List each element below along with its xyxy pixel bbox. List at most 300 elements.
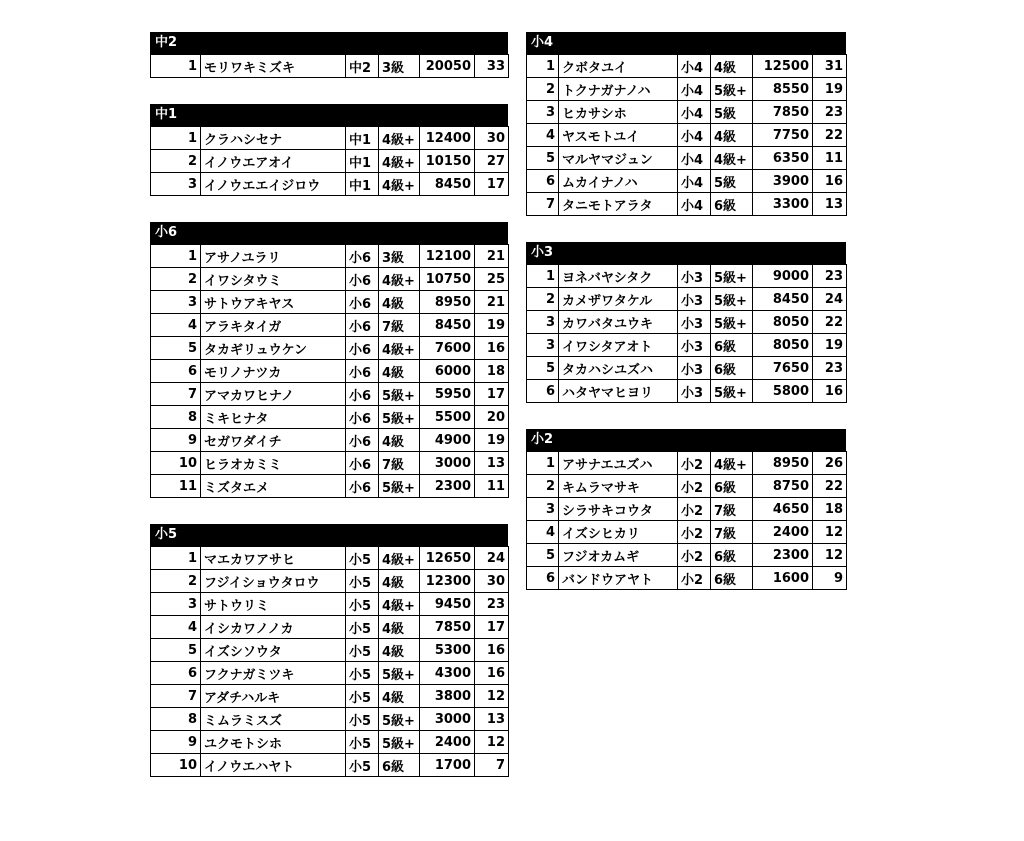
rank-cell: 3 bbox=[151, 291, 201, 314]
age-cell: 16 bbox=[475, 662, 509, 685]
grade-group bbox=[150, 32, 508, 78]
score-cell: 20050 bbox=[420, 55, 475, 78]
table-row bbox=[151, 475, 509, 498]
level-cell: 4級+ bbox=[379, 173, 420, 196]
grade-cell: 小2 bbox=[678, 567, 711, 590]
level-cell: 5級+ bbox=[379, 731, 420, 754]
group-title: 小5 bbox=[150, 524, 508, 546]
score-cell: 12300 bbox=[420, 570, 475, 593]
level-cell: 4級+ bbox=[379, 547, 420, 570]
age-cell: 11 bbox=[813, 147, 847, 170]
table-row bbox=[151, 547, 509, 570]
table-row bbox=[527, 521, 847, 544]
right-column bbox=[526, 32, 846, 590]
group-gap bbox=[526, 403, 846, 429]
level-cell: 4級+ bbox=[711, 452, 753, 475]
table-row bbox=[527, 288, 847, 311]
level-cell: 5級+ bbox=[379, 662, 420, 685]
age-cell: 30 bbox=[475, 570, 509, 593]
age-cell: 7 bbox=[475, 754, 509, 777]
grade-cell: 小6 bbox=[346, 429, 379, 452]
table-row bbox=[151, 639, 509, 662]
rank-cell: 5 bbox=[151, 337, 201, 360]
rank-cell: 2 bbox=[151, 570, 201, 593]
grade-cell: 小5 bbox=[346, 731, 379, 754]
score-cell: 12650 bbox=[420, 547, 475, 570]
level-cell: 6級 bbox=[711, 544, 753, 567]
name-cell: クボタユイ bbox=[559, 55, 678, 78]
level-cell: 4級+ bbox=[379, 127, 420, 150]
age-cell: 20 bbox=[475, 406, 509, 429]
group-gap bbox=[150, 196, 508, 222]
age-cell: 23 bbox=[813, 357, 847, 380]
name-cell: ハタヤマヒヨリ bbox=[559, 380, 678, 403]
age-cell: 18 bbox=[475, 360, 509, 383]
grade-cell: 小5 bbox=[346, 662, 379, 685]
table-row bbox=[527, 544, 847, 567]
grade-cell: 小5 bbox=[346, 616, 379, 639]
level-cell: 5級+ bbox=[711, 78, 753, 101]
grade-cell: 小3 bbox=[678, 311, 711, 334]
score-cell: 4900 bbox=[420, 429, 475, 452]
age-cell: 25 bbox=[475, 268, 509, 291]
age-cell: 23 bbox=[813, 265, 847, 288]
name-cell: イワシタアオト bbox=[559, 334, 678, 357]
rank-cell: 5 bbox=[527, 147, 559, 170]
level-cell: 3級 bbox=[379, 55, 420, 78]
name-cell: ミムラミスズ bbox=[201, 708, 346, 731]
rank-cell: 1 bbox=[527, 452, 559, 475]
table-row bbox=[151, 55, 509, 78]
age-cell: 17 bbox=[475, 616, 509, 639]
grade-cell: 小3 bbox=[678, 334, 711, 357]
rank-cell: 2 bbox=[151, 268, 201, 291]
grade-cell: 小5 bbox=[346, 708, 379, 731]
table-row bbox=[151, 429, 509, 452]
age-cell: 22 bbox=[813, 124, 847, 147]
name-cell: カメザワタケル bbox=[559, 288, 678, 311]
age-cell: 19 bbox=[813, 334, 847, 357]
grade-cell: 小5 bbox=[346, 639, 379, 662]
level-cell: 6級 bbox=[379, 754, 420, 777]
rank-cell: 1 bbox=[527, 265, 559, 288]
grade-cell: 小6 bbox=[346, 406, 379, 429]
name-cell: バンドウアヤト bbox=[559, 567, 678, 590]
table-row bbox=[151, 406, 509, 429]
grade-cell: 小6 bbox=[346, 475, 379, 498]
rank-cell: 5 bbox=[527, 357, 559, 380]
rank-cell: 3 bbox=[151, 593, 201, 616]
score-cell: 5950 bbox=[420, 383, 475, 406]
level-cell: 6級 bbox=[711, 567, 753, 590]
score-cell: 4300 bbox=[420, 662, 475, 685]
name-cell: フクナガミツキ bbox=[201, 662, 346, 685]
level-cell: 4級 bbox=[711, 55, 753, 78]
grade-group bbox=[150, 222, 508, 498]
table-row bbox=[527, 78, 847, 101]
ranking-table bbox=[526, 451, 847, 590]
grade-cell: 小4 bbox=[678, 170, 711, 193]
rank-cell: 9 bbox=[151, 429, 201, 452]
table-row bbox=[151, 593, 509, 616]
level-cell: 6級 bbox=[711, 193, 753, 216]
grade-cell: 中1 bbox=[346, 127, 379, 150]
grade-group bbox=[526, 429, 846, 590]
level-cell: 4級+ bbox=[379, 593, 420, 616]
score-cell: 8450 bbox=[420, 314, 475, 337]
name-cell: トクナガナノハ bbox=[559, 78, 678, 101]
score-cell: 3800 bbox=[420, 685, 475, 708]
rank-cell: 2 bbox=[527, 288, 559, 311]
rank-cell: 6 bbox=[151, 662, 201, 685]
name-cell: キムラマサキ bbox=[559, 475, 678, 498]
rank-cell: 8 bbox=[151, 708, 201, 731]
level-cell: 4級 bbox=[379, 429, 420, 452]
table-row bbox=[151, 754, 509, 777]
age-cell: 12 bbox=[813, 544, 847, 567]
grade-cell: 小6 bbox=[346, 268, 379, 291]
table-row bbox=[151, 360, 509, 383]
rank-cell: 3 bbox=[527, 498, 559, 521]
table-row bbox=[527, 101, 847, 124]
name-cell: ミズタエメ bbox=[201, 475, 346, 498]
score-cell: 2400 bbox=[420, 731, 475, 754]
grade-cell: 小5 bbox=[346, 754, 379, 777]
table-row bbox=[527, 567, 847, 590]
group-title: 小4 bbox=[526, 32, 846, 54]
grade-cell: 中1 bbox=[346, 150, 379, 173]
table-row bbox=[151, 127, 509, 150]
name-cell: サトウリミ bbox=[201, 593, 346, 616]
rank-cell: 2 bbox=[527, 78, 559, 101]
grade-cell: 小3 bbox=[678, 288, 711, 311]
table-row bbox=[527, 311, 847, 334]
score-cell: 8950 bbox=[420, 291, 475, 314]
rank-cell: 1 bbox=[151, 55, 201, 78]
grade-cell: 小6 bbox=[346, 314, 379, 337]
table-row bbox=[151, 245, 509, 268]
rank-cell: 4 bbox=[151, 314, 201, 337]
group-gap bbox=[150, 78, 508, 104]
grade-cell: 小5 bbox=[346, 685, 379, 708]
age-cell: 30 bbox=[475, 127, 509, 150]
level-cell: 5級+ bbox=[379, 406, 420, 429]
level-cell: 4級 bbox=[379, 291, 420, 314]
level-cell: 4級+ bbox=[379, 150, 420, 173]
level-cell: 5級+ bbox=[379, 708, 420, 731]
level-cell: 4級 bbox=[379, 360, 420, 383]
table-row bbox=[151, 662, 509, 685]
table-row bbox=[527, 380, 847, 403]
table-row bbox=[527, 452, 847, 475]
age-cell: 21 bbox=[475, 245, 509, 268]
table-row bbox=[151, 291, 509, 314]
level-cell: 3級 bbox=[379, 245, 420, 268]
rank-cell: 4 bbox=[527, 521, 559, 544]
level-cell: 4級 bbox=[379, 570, 420, 593]
level-cell: 5級+ bbox=[379, 475, 420, 498]
grade-cell: 小5 bbox=[346, 593, 379, 616]
rank-cell: 10 bbox=[151, 754, 201, 777]
table-row bbox=[151, 731, 509, 754]
name-cell: タカギリュウケン bbox=[201, 337, 346, 360]
level-cell: 6級 bbox=[711, 475, 753, 498]
table-row bbox=[527, 265, 847, 288]
rank-cell: 11 bbox=[151, 475, 201, 498]
table-row bbox=[151, 708, 509, 731]
level-cell: 5級+ bbox=[711, 288, 753, 311]
grade-cell: 小6 bbox=[346, 360, 379, 383]
score-cell: 7850 bbox=[753, 101, 813, 124]
level-cell: 6級 bbox=[711, 357, 753, 380]
table-row bbox=[527, 170, 847, 193]
name-cell: クラハシセナ bbox=[201, 127, 346, 150]
age-cell: 11 bbox=[475, 475, 509, 498]
table-row bbox=[527, 334, 847, 357]
score-cell: 8450 bbox=[420, 173, 475, 196]
score-cell: 2400 bbox=[753, 521, 813, 544]
table-row bbox=[527, 55, 847, 78]
level-cell: 5級+ bbox=[711, 380, 753, 403]
grade-cell: 小2 bbox=[678, 452, 711, 475]
grade-cell: 小6 bbox=[346, 452, 379, 475]
table-row bbox=[151, 314, 509, 337]
age-cell: 18 bbox=[813, 498, 847, 521]
table-row bbox=[151, 616, 509, 639]
rank-cell: 6 bbox=[151, 360, 201, 383]
level-cell: 5級+ bbox=[379, 383, 420, 406]
rank-cell: 3 bbox=[527, 101, 559, 124]
name-cell: イズシヒカリ bbox=[559, 521, 678, 544]
table-row bbox=[151, 452, 509, 475]
name-cell: サトウアキヤス bbox=[201, 291, 346, 314]
rank-cell: 4 bbox=[527, 124, 559, 147]
rank-cell: 4 bbox=[151, 616, 201, 639]
age-cell: 23 bbox=[813, 101, 847, 124]
score-cell: 7850 bbox=[420, 616, 475, 639]
group-title: 小2 bbox=[526, 429, 846, 451]
name-cell: カワバタユウキ bbox=[559, 311, 678, 334]
table-row bbox=[151, 570, 509, 593]
name-cell: イノウエエイジロウ bbox=[201, 173, 346, 196]
age-cell: 21 bbox=[475, 291, 509, 314]
age-cell: 22 bbox=[813, 475, 847, 498]
score-cell: 7650 bbox=[753, 357, 813, 380]
name-cell: アサナエユズハ bbox=[559, 452, 678, 475]
score-cell: 3000 bbox=[420, 708, 475, 731]
grade-cell: 小4 bbox=[678, 55, 711, 78]
name-cell: ヨネバヤシタク bbox=[559, 265, 678, 288]
table-row bbox=[151, 150, 509, 173]
score-cell: 5300 bbox=[420, 639, 475, 662]
score-cell: 12500 bbox=[753, 55, 813, 78]
score-cell: 5800 bbox=[753, 380, 813, 403]
score-cell: 4650 bbox=[753, 498, 813, 521]
name-cell: アダチハルキ bbox=[201, 685, 346, 708]
rank-cell: 6 bbox=[527, 170, 559, 193]
group-gap bbox=[150, 498, 508, 524]
grade-cell: 小4 bbox=[678, 124, 711, 147]
grade-cell: 小2 bbox=[678, 475, 711, 498]
score-cell: 1600 bbox=[753, 567, 813, 590]
age-cell: 16 bbox=[475, 639, 509, 662]
group-title: 小3 bbox=[526, 242, 846, 264]
grade-group bbox=[526, 242, 846, 403]
name-cell: タニモトアラタ bbox=[559, 193, 678, 216]
age-cell: 12 bbox=[475, 685, 509, 708]
ranking-table bbox=[526, 264, 847, 403]
score-cell: 7600 bbox=[420, 337, 475, 360]
score-cell: 6350 bbox=[753, 147, 813, 170]
level-cell: 4級+ bbox=[711, 147, 753, 170]
name-cell: ユクモトシホ bbox=[201, 731, 346, 754]
table-row bbox=[151, 337, 509, 360]
level-cell: 4級 bbox=[379, 685, 420, 708]
name-cell: イシカワノノカ bbox=[201, 616, 346, 639]
score-cell: 3300 bbox=[753, 193, 813, 216]
grade-cell: 小4 bbox=[678, 78, 711, 101]
name-cell: アサノユラリ bbox=[201, 245, 346, 268]
level-cell: 5級 bbox=[711, 170, 753, 193]
grade-cell: 小2 bbox=[678, 498, 711, 521]
rank-cell: 6 bbox=[527, 380, 559, 403]
score-cell: 5500 bbox=[420, 406, 475, 429]
score-cell: 6000 bbox=[420, 360, 475, 383]
table-row bbox=[151, 383, 509, 406]
score-cell: 10750 bbox=[420, 268, 475, 291]
grade-group bbox=[526, 32, 846, 216]
score-cell: 8050 bbox=[753, 311, 813, 334]
table-row bbox=[527, 357, 847, 380]
grade-cell: 小3 bbox=[678, 380, 711, 403]
name-cell: マルヤマジュン bbox=[559, 147, 678, 170]
rank-cell: 7 bbox=[151, 383, 201, 406]
age-cell: 22 bbox=[813, 311, 847, 334]
age-cell: 9 bbox=[813, 567, 847, 590]
grade-cell: 小3 bbox=[678, 265, 711, 288]
level-cell: 4級+ bbox=[379, 268, 420, 291]
level-cell: 4級 bbox=[711, 124, 753, 147]
level-cell: 4級 bbox=[379, 616, 420, 639]
score-cell: 8550 bbox=[753, 78, 813, 101]
rank-cell: 1 bbox=[151, 127, 201, 150]
age-cell: 13 bbox=[475, 708, 509, 731]
table-row bbox=[527, 147, 847, 170]
rank-cell: 10 bbox=[151, 452, 201, 475]
name-cell: セガワダイチ bbox=[201, 429, 346, 452]
rank-cell: 2 bbox=[151, 150, 201, 173]
level-cell: 7級 bbox=[379, 314, 420, 337]
grade-cell: 小6 bbox=[346, 383, 379, 406]
rank-cell: 6 bbox=[527, 567, 559, 590]
rank-cell: 8 bbox=[151, 406, 201, 429]
age-cell: 26 bbox=[813, 452, 847, 475]
rank-cell: 7 bbox=[527, 193, 559, 216]
level-cell: 7級 bbox=[711, 521, 753, 544]
grade-cell: 小6 bbox=[346, 245, 379, 268]
table-row bbox=[151, 268, 509, 291]
age-cell: 19 bbox=[813, 78, 847, 101]
rank-cell: 9 bbox=[151, 731, 201, 754]
score-cell: 8450 bbox=[753, 288, 813, 311]
age-cell: 12 bbox=[475, 731, 509, 754]
age-cell: 16 bbox=[813, 170, 847, 193]
age-cell: 16 bbox=[813, 380, 847, 403]
grade-cell: 小6 bbox=[346, 291, 379, 314]
grade-cell: 小5 bbox=[346, 547, 379, 570]
score-cell: 8950 bbox=[753, 452, 813, 475]
age-cell: 13 bbox=[475, 452, 509, 475]
rank-cell: 3 bbox=[527, 311, 559, 334]
age-cell: 24 bbox=[475, 547, 509, 570]
age-cell: 27 bbox=[475, 150, 509, 173]
score-cell: 12400 bbox=[420, 127, 475, 150]
ranking-table bbox=[150, 126, 509, 196]
level-cell: 5級 bbox=[711, 101, 753, 124]
name-cell: タカハシユズハ bbox=[559, 357, 678, 380]
grade-cell: 中1 bbox=[346, 173, 379, 196]
rank-cell: 1 bbox=[527, 55, 559, 78]
age-cell: 23 bbox=[475, 593, 509, 616]
rank-cell: 1 bbox=[151, 547, 201, 570]
name-cell: イノウエアオイ bbox=[201, 150, 346, 173]
score-cell: 7750 bbox=[753, 124, 813, 147]
rank-cell: 1 bbox=[151, 245, 201, 268]
level-cell: 7級 bbox=[379, 452, 420, 475]
table-row bbox=[527, 475, 847, 498]
grade-cell: 小4 bbox=[678, 193, 711, 216]
rank-cell: 5 bbox=[527, 544, 559, 567]
name-cell: アラキタイガ bbox=[201, 314, 346, 337]
grade-cell: 小5 bbox=[346, 570, 379, 593]
name-cell: フジオカムギ bbox=[559, 544, 678, 567]
rank-cell: 3 bbox=[151, 173, 201, 196]
level-cell: 4級+ bbox=[379, 337, 420, 360]
name-cell: ヤスモトユイ bbox=[559, 124, 678, 147]
table-row bbox=[151, 173, 509, 196]
name-cell: イズシソウタ bbox=[201, 639, 346, 662]
ranking-table bbox=[150, 546, 509, 777]
name-cell: イワシタウミ bbox=[201, 268, 346, 291]
name-cell: ヒカサシホ bbox=[559, 101, 678, 124]
age-cell: 19 bbox=[475, 429, 509, 452]
table-row bbox=[527, 498, 847, 521]
rank-cell: 5 bbox=[151, 639, 201, 662]
age-cell: 33 bbox=[475, 55, 509, 78]
level-cell: 4級 bbox=[379, 639, 420, 662]
name-cell: モリワキミズキ bbox=[201, 55, 346, 78]
age-cell: 24 bbox=[813, 288, 847, 311]
rank-cell: 3 bbox=[527, 334, 559, 357]
grade-cell: 小6 bbox=[346, 337, 379, 360]
score-cell: 9000 bbox=[753, 265, 813, 288]
age-cell: 12 bbox=[813, 521, 847, 544]
group-gap bbox=[526, 216, 846, 242]
name-cell: フジイショウタロウ bbox=[201, 570, 346, 593]
age-cell: 17 bbox=[475, 383, 509, 406]
score-cell: 10150 bbox=[420, 150, 475, 173]
grade-cell: 小2 bbox=[678, 521, 711, 544]
score-cell: 1700 bbox=[420, 754, 475, 777]
level-cell: 6級 bbox=[711, 334, 753, 357]
group-title: 中1 bbox=[150, 104, 508, 126]
ranking-table bbox=[150, 244, 509, 498]
level-cell: 5級+ bbox=[711, 311, 753, 334]
age-cell: 17 bbox=[475, 173, 509, 196]
ranking-table bbox=[526, 54, 847, 216]
age-cell: 16 bbox=[475, 337, 509, 360]
name-cell: アマカワヒナノ bbox=[201, 383, 346, 406]
